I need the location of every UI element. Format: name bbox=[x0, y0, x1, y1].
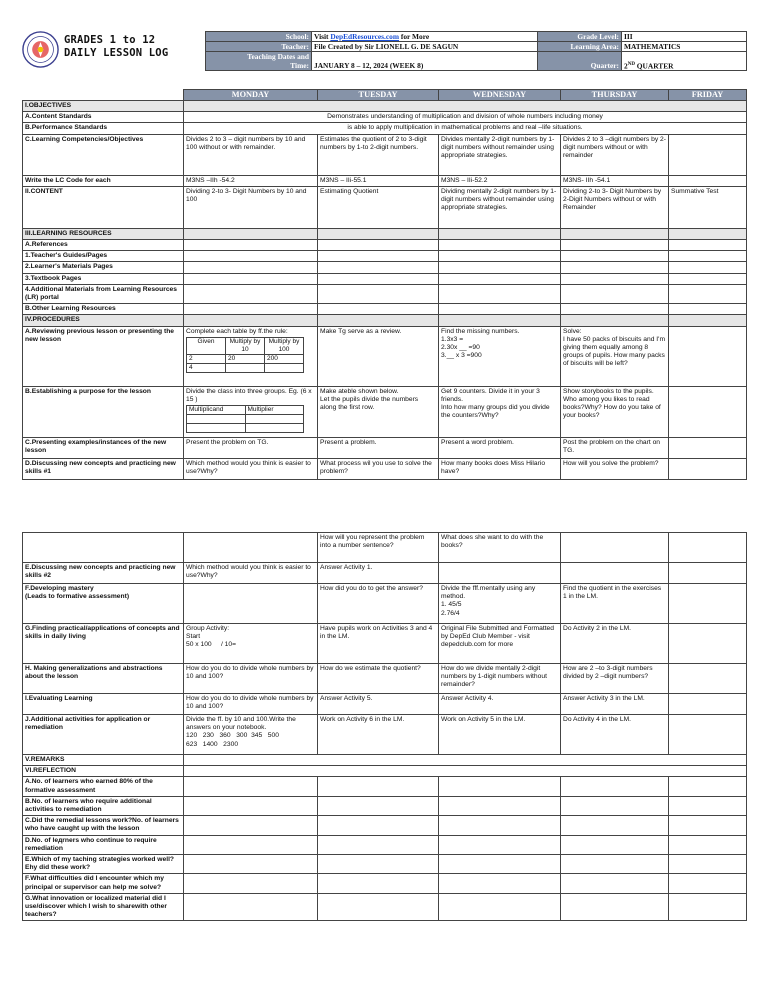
deped-seal-icon bbox=[22, 31, 59, 68]
table-row: F.Developing mastery (Leads to formative assessment) How did you do to get the answer? Divide the fff.mentally using any method. 1. 45/5 2.76/4 Find the quotient in the exercises 1 in the LM. bbox=[23, 584, 747, 624]
section-row: I.OBJECTIVES bbox=[23, 101, 747, 112]
section-row: III.LEARNING RESOURCES bbox=[23, 228, 747, 239]
table-row: B.Other Learning Resources bbox=[23, 304, 747, 315]
table-row: 4.Additional Materials from Learning Resources (LR) portal bbox=[23, 284, 747, 303]
teaching-dates-label: Teaching Dates and Time: bbox=[206, 52, 312, 71]
day-wednesday: WEDNESDAY bbox=[439, 90, 561, 101]
table-row: II.CONTENT Dividing 2-to 3- Digit Numbers by 10 and 100 Estimating Quotient Dividing mentally 2-digit numbers by 1-digit numbers without remainder using appropriate strategies. Dividing 2-to 3- Digit Numbers by 2-Digit Numbers without or with Remainder Summative Test bbox=[23, 186, 747, 228]
title-line-2: DAILY LESSON LOG bbox=[64, 47, 169, 59]
table-row: C.Presenting examples/instances of the new lesson Present the problem on TG. Present a problem. Present a word problem. Post the problem on the chart on TG. bbox=[23, 437, 747, 458]
reflection-row: B.No. of learners who require additional activities to remediation bbox=[23, 796, 747, 815]
table-row: How will you represent the problem into a number sentence? What does she want to do with the books? bbox=[23, 533, 747, 563]
establishing-monday-cell: Divide the class into three groups. Eg. (6 x 15 ) Multiplicand Multiplier bbox=[184, 386, 318, 437]
learning-area-label: Learning Area: bbox=[538, 42, 622, 52]
header-info-table bbox=[205, 31, 747, 71]
title-line-1: GRADES 1 to 12 bbox=[64, 34, 156, 46]
table-row: G.Finding practical/applications of concepts and skills in daily living Group Activity: Start 50 x 100 / 10= Have pupils work on Activities 3 and 4 in the LM. Original File Submitted and Formatted by DepEd Club Member - visit depedclub.com for more Do Activity 2 in the LM. bbox=[23, 624, 747, 664]
table-row: C.Learning Competencies/Objectives Divides 2 to 3 – digit numbers by 10 and 100 without or with remainder. Estimates the quotient of 2 to 3-digit numbers by 1-to 2-digit numbers. Divides mentally 2-digit numbers by 1-digit numbers without remainder using appropriate strategies. Divides 2 to 3 –digit numbers by 2-digit numbers without or with remainder bbox=[23, 134, 747, 175]
learning-area-value: MATHEMATICS bbox=[622, 42, 747, 52]
section-row: IV.PROCEDURES bbox=[23, 315, 747, 326]
days-header-corner bbox=[23, 90, 184, 101]
reflection-row: F.What difficulties did I encounter which my principal or supervisor can help me solve? bbox=[23, 874, 747, 893]
content-standards-text: Demonstrates understanding of multiplication and division of whole numbers including money bbox=[184, 112, 747, 123]
day-thursday: THURSDAY bbox=[561, 90, 669, 101]
table-row: J.Additional activities for application or remediation Divide the ff. by 10 and 100.Write the answers on your notebook. 120 230 360 300 345 500 623 1400 2300 Work on Activity 6 in the LM. Work on Activity 5 in the LM. Do Activity 4 in the LM. bbox=[23, 715, 747, 755]
table-row: Write the LC Code for each M3NS –IIh -54.2 M3NS – IIi-55.1 M3NS – IIi-52.2 M3NS- IIh -54.1 bbox=[23, 175, 747, 186]
table-row: H. Making generalizations and abstractions about the lesson How do you do to divide whole numbers by 10 and 100? How do we estimate the quotient? How do we divide mentally 2-digit numbers by 1-digit numbers without remainder? How are 2 –to 3-digit numbers divided by 2 –digit numbers? bbox=[23, 664, 747, 694]
days-header-row bbox=[23, 90, 747, 101]
table-row: A.References bbox=[23, 240, 747, 251]
quarter-value: 2ND QUARTER bbox=[622, 52, 747, 71]
table-row: 3.Textbook Pages bbox=[23, 273, 747, 284]
performance-standards-text: is able to apply multiplication in mathematical problems and real –life situations. bbox=[184, 123, 747, 134]
reflection-row: G.What innovation or localized material did I use/discover which I wish to sharewith other teachers? bbox=[23, 893, 747, 921]
day-friday: FRIDAY bbox=[669, 90, 747, 101]
table-row: I.Evaluating Learning How do you do to divide whole numbers by 10 and 100? Answer Activity 5. Answer Activity 4. Answer Activity 3 in the LM. bbox=[23, 694, 747, 715]
quarter-label: Quarter: bbox=[538, 52, 622, 71]
table-row: A.Content Standards Demonstrates understanding of multiplication and division of whole numbers including money bbox=[23, 112, 747, 123]
grade-level-label: Grade Level: bbox=[538, 32, 622, 42]
table-row: D.Discussing new concepts and practicing new skills #1 Which method would you think is easier to use?Why? What process wil you use to solve the problem? How many books does Miss Hilario have? How will you solve the problem? bbox=[23, 458, 747, 479]
lesson-log-table-page-2 bbox=[22, 532, 747, 921]
document-title bbox=[64, 34, 168, 60]
table-row: A.Reviewing previous lesson or presenting the new lesson Complete each table by ff.the rule: Given Multiply by 10 Multiply by 100 2 20 200 4 Make Tg serve as a review. Find the missing numbers. 1.3x3 = 2.30x __ =90 3.__ x 3 =900 Solve: I have 50 packs of biscuits and I'm giving them equally among 8 groups of pupils. How many packs of biscuits will be left? bbox=[23, 326, 747, 386]
teacher-label: Teacher: bbox=[206, 42, 312, 52]
table-row: 1.Teacher's Guides/Pages bbox=[23, 251, 747, 262]
reflection-row: C.Did the remedial lessons work?No. of learners who have caught up with the lesson bbox=[23, 816, 747, 835]
table-row: 2.Learner's Materials Pages bbox=[23, 262, 747, 273]
school-label: School: bbox=[206, 32, 312, 42]
reflection-row: E.Which of my taching strategies worked well?Ehy did these work? bbox=[23, 855, 747, 874]
table-row: V.REMARKS bbox=[23, 755, 747, 766]
school-value: Visit DepEdResources.com for More bbox=[312, 32, 538, 42]
table-row: B.Establishing a purpose for the lesson Divide the class into three groups. Eg. (6 x 15 ) Multiplicand Multiplier Make ateble shown below. Let the pupils divide the numbers along the first row. Get 9 counters. Divide it in your 3 friends. Into how many groups did you divide the counters?Why? Show storybooks to the pupils. Who among you likes to read books?Why? How do you take of your books? bbox=[23, 386, 747, 437]
reviewing-monday-cell: Complete each table by ff.the rule: Given Multiply by 10 Multiply by 100 2 20 200 4 bbox=[184, 326, 318, 386]
grade-level-value: III bbox=[622, 32, 747, 42]
reflection-row: A.No. of learners who earned 80% of the formative assessment bbox=[23, 777, 747, 796]
teacher-value: File Created by Sir LIONELL G. DE SAGUN bbox=[312, 42, 538, 52]
teaching-dates-value: JANUARY 8 – 12, 2024 (WEEK 8) bbox=[312, 52, 538, 71]
lesson-log-table-page-1 bbox=[22, 89, 747, 480]
reflection-row: D.No. of leдrners who continue to require remediation bbox=[23, 835, 747, 854]
day-tuesday: TUESDAY bbox=[318, 90, 439, 101]
depedresources-link[interactable]: DepEdResources.com bbox=[330, 32, 400, 41]
table-row: VI.REFLECTION bbox=[23, 766, 747, 777]
table-row: B.Performance Standards is able to apply multiplication in mathematical problems and real –life situations. bbox=[23, 123, 747, 134]
multiply-rule-table: Given Multiply by 10 Multiply by 100 2 20 200 4 bbox=[186, 337, 304, 373]
day-monday: MONDAY bbox=[184, 90, 318, 101]
multiplicand-table: Multiplicand Multiplier bbox=[186, 405, 304, 433]
table-row: E.Discussing new concepts and practicing new skills #2 Which method would you think is easier to use?Why? Answer Activity 1. bbox=[23, 563, 747, 584]
